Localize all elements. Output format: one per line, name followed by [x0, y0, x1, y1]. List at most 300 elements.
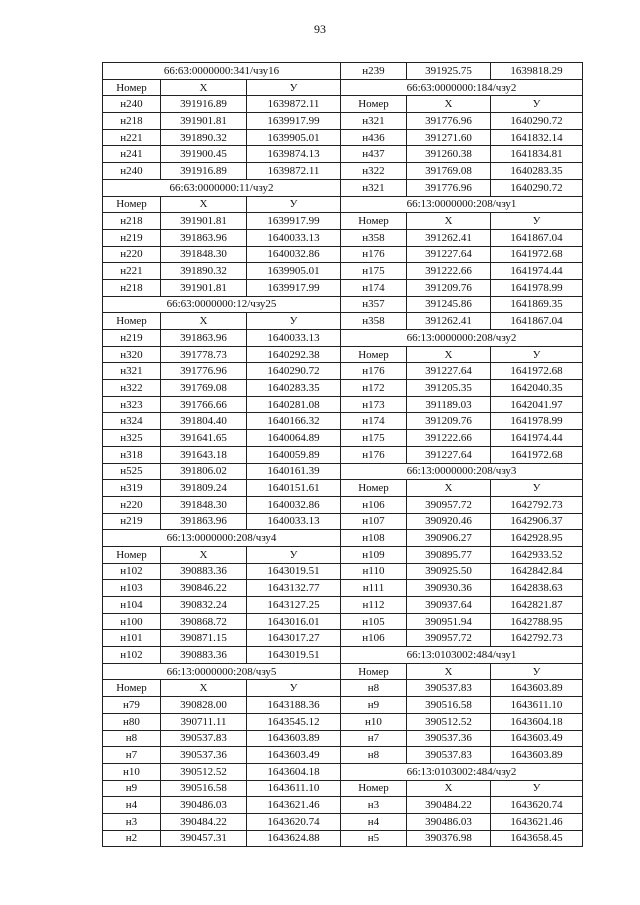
table-cell: 391262.41 — [407, 229, 491, 246]
table-row — [103, 346, 583, 363]
table-cell: 390832.24 — [161, 597, 247, 614]
column-header: Номер — [341, 213, 407, 230]
table-row — [103, 179, 583, 196]
column-header: У — [491, 780, 583, 797]
table-cell: н218 — [103, 279, 161, 296]
table-row — [103, 446, 583, 463]
table-cell: н4 — [341, 813, 407, 830]
column-header: Х — [161, 313, 247, 330]
table-cell: 391776.96 — [407, 113, 491, 130]
table-cell: 391222.66 — [407, 430, 491, 447]
table-row — [103, 463, 583, 480]
table-cell: 390457.31 — [161, 830, 247, 847]
table-cell: н3 — [103, 813, 161, 830]
column-header: У — [247, 196, 341, 213]
table-row — [103, 496, 583, 513]
table-row — [103, 813, 583, 830]
table-cell: 391227.64 — [407, 446, 491, 463]
table-cell: 1639874.13 — [247, 146, 341, 163]
table-cell: 390484.22 — [161, 813, 247, 830]
table-cell: н108 — [341, 530, 407, 547]
table-cell: 1643611.10 — [491, 697, 583, 714]
table-cell: н172 — [341, 380, 407, 397]
table-cell: 1641832.14 — [491, 129, 583, 146]
table-cell: 1639905.01 — [247, 129, 341, 146]
column-header: Номер — [341, 780, 407, 797]
table-cell: 1643611.10 — [247, 780, 341, 797]
table-cell: н107 — [341, 513, 407, 530]
column-header: Х — [407, 96, 491, 113]
table-row — [103, 413, 583, 430]
table-row — [103, 480, 583, 497]
table-row — [103, 96, 583, 113]
column-header: Х — [161, 546, 247, 563]
table-cell: н321 — [341, 113, 407, 130]
table-cell: 1640290.72 — [247, 363, 341, 380]
table-cell: 1641974.44 — [491, 263, 583, 280]
table-cell: 1641974.44 — [491, 430, 583, 447]
column-header: Х — [161, 196, 247, 213]
column-header: Х — [407, 663, 491, 680]
table-row — [103, 546, 583, 563]
table-cell: н525 — [103, 463, 161, 480]
table-cell: н112 — [341, 597, 407, 614]
table-cell: 1642906.37 — [491, 513, 583, 530]
table-row — [103, 730, 583, 747]
column-header: Номер — [103, 79, 161, 96]
table-cell: 391776.96 — [161, 363, 247, 380]
table-cell: 1640290.72 — [491, 113, 583, 130]
table-cell: 1642040.35 — [491, 380, 583, 397]
table-cell: 391245.86 — [407, 296, 491, 313]
table-cell: 390868.72 — [161, 613, 247, 630]
section-title: 66:13:0000000:208/чзу5 — [103, 663, 341, 680]
table-cell: 1639818.29 — [491, 63, 583, 80]
table-cell: 1640166.32 — [247, 413, 341, 430]
section-title: 66:13:0103002:484/чзу2 — [341, 763, 583, 780]
table-cell: 1643603.49 — [491, 730, 583, 747]
table-cell: 1643603.89 — [247, 730, 341, 747]
table-cell: 390516.58 — [161, 780, 247, 797]
table-cell: 1643603.49 — [247, 747, 341, 764]
table-cell: 391916.89 — [161, 96, 247, 113]
table-row — [103, 129, 583, 146]
table-cell: н218 — [103, 213, 161, 230]
table-cell: 1639872.11 — [247, 96, 341, 113]
table-cell: 1642792.73 — [491, 630, 583, 647]
table-cell: н174 — [341, 279, 407, 296]
table-cell: 1642788.95 — [491, 613, 583, 630]
table-cell: 1640281.08 — [247, 396, 341, 413]
table-row — [103, 196, 583, 213]
column-header: Номер — [341, 663, 407, 680]
table-cell: 1641978.99 — [491, 413, 583, 430]
table-row — [103, 380, 583, 397]
table-cell: 390906.27 — [407, 530, 491, 547]
table-cell: н4 — [103, 797, 161, 814]
section-title: 66:13:0103002:484/чзу1 — [341, 647, 583, 664]
table-cell: н358 — [341, 313, 407, 330]
table-row — [103, 513, 583, 530]
table-cell: 390376.98 — [407, 830, 491, 847]
table-cell: 391890.32 — [161, 129, 247, 146]
table-cell: н10 — [103, 763, 161, 780]
column-header: Номер — [341, 480, 407, 497]
table-row — [103, 580, 583, 597]
section-title: 66:63:0000000:12/чзу25 — [103, 296, 341, 313]
table-cell: н175 — [341, 263, 407, 280]
table-cell: н176 — [341, 446, 407, 463]
table-cell: 1641972.68 — [491, 246, 583, 263]
table-cell: н219 — [103, 229, 161, 246]
table-cell: 1641867.04 — [491, 229, 583, 246]
table-cell: 1640283.35 — [491, 163, 583, 180]
table-cell: 1640032.86 — [247, 246, 341, 263]
section-title: 66:13:0000000:208/чзу2 — [341, 330, 583, 347]
table-row — [103, 530, 583, 547]
table-cell: 390711.11 — [161, 713, 247, 730]
table-cell: 1643621.46 — [247, 797, 341, 814]
table-cell: н101 — [103, 630, 161, 647]
table-cell: 391901.81 — [161, 279, 247, 296]
table-cell: 1640033.13 — [247, 330, 341, 347]
table-row — [103, 146, 583, 163]
table-cell: 1643188.36 — [247, 697, 341, 714]
table-cell: 1640064.89 — [247, 430, 341, 447]
table-cell: 1641869.35 — [491, 296, 583, 313]
table-cell: 1640033.13 — [247, 513, 341, 530]
table-cell: 391863.96 — [161, 513, 247, 530]
table-cell: 1643019.51 — [247, 647, 341, 664]
column-header: Х — [407, 480, 491, 497]
table-cell: 390537.83 — [407, 747, 491, 764]
table-cell: 1639872.11 — [247, 163, 341, 180]
table-cell: 1642933.52 — [491, 546, 583, 563]
table-cell: н102 — [103, 563, 161, 580]
table-cell: н9 — [341, 697, 407, 714]
table-cell: 391776.96 — [407, 179, 491, 196]
table-cell: 1639917.99 — [247, 279, 341, 296]
table-cell: н7 — [103, 747, 161, 764]
table-cell: н3 — [341, 797, 407, 814]
table-cell: 1643603.89 — [491, 747, 583, 764]
table-cell: 1641867.04 — [491, 313, 583, 330]
table-row — [103, 330, 583, 347]
table-cell: н2 — [103, 830, 161, 847]
table-cell: 391809.24 — [161, 480, 247, 497]
table-cell: 1643019.51 — [247, 563, 341, 580]
table-cell: 1642838.63 — [491, 580, 583, 597]
table-cell: 391769.08 — [407, 163, 491, 180]
table-row — [103, 797, 583, 814]
table-cell: 390895.77 — [407, 546, 491, 563]
table-cell: 1640033.13 — [247, 229, 341, 246]
table-cell: 1640151.61 — [247, 480, 341, 497]
column-header: У — [491, 346, 583, 363]
table-cell: 390957.72 — [407, 630, 491, 647]
table-cell: н358 — [341, 229, 407, 246]
section-title: 66:63:0000000:184/чзу2 — [341, 79, 583, 96]
table-cell: н111 — [341, 580, 407, 597]
table-row — [103, 563, 583, 580]
table-cell: 1642792.73 — [491, 496, 583, 513]
table-cell: 1641834.81 — [491, 146, 583, 163]
table-cell: 1639917.99 — [247, 213, 341, 230]
table-row — [103, 79, 583, 96]
column-header: У — [247, 79, 341, 96]
table-cell: 391643.18 — [161, 446, 247, 463]
table-cell: 390484.22 — [407, 797, 491, 814]
column-header: У — [247, 680, 341, 697]
table-cell: 391804.40 — [161, 413, 247, 430]
table-cell: 391227.64 — [407, 246, 491, 263]
table-cell: 1643624.88 — [247, 830, 341, 847]
table-cell: 1643620.74 — [247, 813, 341, 830]
table-cell: 1643132.77 — [247, 580, 341, 597]
table-row — [103, 246, 583, 263]
table-cell: 390516.58 — [407, 697, 491, 714]
table-cell: н323 — [103, 396, 161, 413]
table-cell: 391209.76 — [407, 279, 491, 296]
table-cell: н241 — [103, 146, 161, 163]
table-cell: 391209.76 — [407, 413, 491, 430]
table-cell: 390512.52 — [161, 763, 247, 780]
section-title: 66:13:0000000:208/чзу4 — [103, 530, 341, 547]
table-cell: 391806.02 — [161, 463, 247, 480]
column-header: Х — [161, 680, 247, 697]
column-header: У — [247, 546, 341, 563]
table-cell: 390537.36 — [161, 747, 247, 764]
table-cell: н322 — [103, 380, 161, 397]
table-cell: н437 — [341, 146, 407, 163]
table-row — [103, 747, 583, 764]
table-cell: 1640032.86 — [247, 496, 341, 513]
table-cell: 1641978.99 — [491, 279, 583, 296]
table-cell: н221 — [103, 129, 161, 146]
table-cell: 1643604.18 — [491, 713, 583, 730]
table-row — [103, 229, 583, 246]
table-cell: 1642821.87 — [491, 597, 583, 614]
coordinates-table — [102, 62, 583, 847]
table-row — [103, 396, 583, 413]
table-cell: 391863.96 — [161, 229, 247, 246]
table-row — [103, 313, 583, 330]
table-cell: н175 — [341, 430, 407, 447]
table-cell: 1643016.01 — [247, 613, 341, 630]
table-row — [103, 113, 583, 130]
table-cell: 1643017.27 — [247, 630, 341, 647]
column-header: Х — [407, 213, 491, 230]
table-cell: 390486.03 — [161, 797, 247, 814]
table-cell: н9 — [103, 780, 161, 797]
column-header: Номер — [341, 346, 407, 363]
table-cell: н436 — [341, 129, 407, 146]
section-title: 66:63:0000000:341/чзу16 — [103, 63, 341, 80]
table-cell: н80 — [103, 713, 161, 730]
table-cell: 1643658.45 — [491, 830, 583, 847]
table-cell: н105 — [341, 613, 407, 630]
table-cell: 391925.75 — [407, 63, 491, 80]
table-cell: 1643603.89 — [491, 680, 583, 697]
table-row — [103, 213, 583, 230]
table-cell: 391260.38 — [407, 146, 491, 163]
table-cell: 390957.72 — [407, 496, 491, 513]
table-cell: 391262.41 — [407, 313, 491, 330]
table-cell: 391916.89 — [161, 163, 247, 180]
column-header: Номер — [103, 680, 161, 697]
table-cell: 391205.35 — [407, 380, 491, 397]
table-cell: 391901.81 — [161, 113, 247, 130]
column-header: Номер — [341, 96, 407, 113]
table-cell: н8 — [103, 730, 161, 747]
table-cell: н219 — [103, 513, 161, 530]
table-cell: н325 — [103, 430, 161, 447]
table-cell: 1643621.46 — [491, 813, 583, 830]
table-cell: н8 — [341, 680, 407, 697]
table-cell: 391641.65 — [161, 430, 247, 447]
column-header: Номер — [103, 313, 161, 330]
page-number: 93 — [314, 22, 326, 36]
table-cell: н102 — [103, 647, 161, 664]
table-cell: 1640059.89 — [247, 446, 341, 463]
table-row — [103, 430, 583, 447]
column-header: Х — [407, 780, 491, 797]
table-cell: 391778.73 — [161, 346, 247, 363]
table-cell: н220 — [103, 246, 161, 263]
table-cell: 390828.00 — [161, 697, 247, 714]
table-row — [103, 613, 583, 630]
section-title: 66:13:0000000:208/чзу3 — [341, 463, 583, 480]
table-row — [103, 597, 583, 614]
table-row — [103, 830, 583, 847]
table-row — [103, 713, 583, 730]
table-cell: 1642842.84 — [491, 563, 583, 580]
table-cell: 1643620.74 — [491, 797, 583, 814]
table-cell: н320 — [103, 346, 161, 363]
table-cell: 390883.36 — [161, 647, 247, 664]
table-cell: н324 — [103, 413, 161, 430]
table-cell: н106 — [341, 496, 407, 513]
table-cell: н357 — [341, 296, 407, 313]
table-cell: 1639905.01 — [247, 263, 341, 280]
table-cell: н106 — [341, 630, 407, 647]
table-cell: 390920.46 — [407, 513, 491, 530]
table-cell: н79 — [103, 697, 161, 714]
column-header: Х — [161, 79, 247, 96]
table-cell: н176 — [341, 246, 407, 263]
table-cell: н220 — [103, 496, 161, 513]
table-cell: 391189.03 — [407, 396, 491, 413]
table-row — [103, 763, 583, 780]
table-cell: н174 — [341, 413, 407, 430]
table-cell: 391848.30 — [161, 246, 247, 263]
table-cell: 1640292.38 — [247, 346, 341, 363]
table-cell: н319 — [103, 480, 161, 497]
table-cell: 391890.32 — [161, 263, 247, 280]
column-header: У — [491, 663, 583, 680]
table-row — [103, 697, 583, 714]
table-cell: н240 — [103, 163, 161, 180]
table-cell: 1643545.12 — [247, 713, 341, 730]
table-cell: н109 — [341, 546, 407, 563]
table-cell: 390537.83 — [161, 730, 247, 747]
table-cell: 391769.08 — [161, 380, 247, 397]
table-row — [103, 663, 583, 680]
table-cell: 391271.60 — [407, 129, 491, 146]
table-row — [103, 63, 583, 80]
table-cell: 390930.36 — [407, 580, 491, 597]
table-cell: 390871.15 — [161, 630, 247, 647]
table-cell: н176 — [341, 363, 407, 380]
section-title: 66:63:0000000:11/чзу2 — [103, 179, 341, 196]
table-cell: н318 — [103, 446, 161, 463]
table-cell: 391863.96 — [161, 330, 247, 347]
table-cell: 390537.36 — [407, 730, 491, 747]
column-header: Номер — [103, 546, 161, 563]
table-cell: 390537.83 — [407, 680, 491, 697]
table-row — [103, 296, 583, 313]
table-cell: 1642928.95 — [491, 530, 583, 547]
table-cell: 390883.36 — [161, 563, 247, 580]
table-cell: 1639917.99 — [247, 113, 341, 130]
table-cell: н321 — [341, 179, 407, 196]
table-cell: 391222.66 — [407, 263, 491, 280]
table-cell: 390846.22 — [161, 580, 247, 597]
table-cell: 1640283.35 — [247, 380, 341, 397]
table-cell: 390925.50 — [407, 563, 491, 580]
column-header: У — [247, 313, 341, 330]
column-header: У — [491, 96, 583, 113]
table-cell: 1643604.18 — [247, 763, 341, 780]
table-row — [103, 263, 583, 280]
table-cell: н240 — [103, 96, 161, 113]
table-row — [103, 279, 583, 296]
table-cell: 390486.03 — [407, 813, 491, 830]
table-cell: н221 — [103, 263, 161, 280]
table-cell: 391227.64 — [407, 363, 491, 380]
column-header: У — [491, 480, 583, 497]
section-title: 66:13:0000000:208/чзу1 — [341, 196, 583, 213]
table-cell: н10 — [341, 713, 407, 730]
table-cell: 390951.94 — [407, 613, 491, 630]
table-cell: 391901.81 — [161, 213, 247, 230]
table-cell: 1641972.68 — [491, 363, 583, 380]
column-header: У — [491, 213, 583, 230]
table-cell: н239 — [341, 63, 407, 80]
table-cell: 1643127.25 — [247, 597, 341, 614]
column-header: Х — [407, 346, 491, 363]
table-cell: 1640290.72 — [491, 179, 583, 196]
table-row — [103, 780, 583, 797]
table-cell: н219 — [103, 330, 161, 347]
table-cell: н5 — [341, 830, 407, 847]
table-cell: н173 — [341, 396, 407, 413]
table-cell: н322 — [341, 163, 407, 180]
table-cell: 1640161.39 — [247, 463, 341, 480]
table-cell: н8 — [341, 747, 407, 764]
table-cell: 390512.52 — [407, 713, 491, 730]
table-cell: 390937.64 — [407, 597, 491, 614]
table-row — [103, 630, 583, 647]
table-cell: н104 — [103, 597, 161, 614]
column-header: Номер — [103, 196, 161, 213]
table-cell: н218 — [103, 113, 161, 130]
table-cell: 1641972.68 — [491, 446, 583, 463]
table-cell: н321 — [103, 363, 161, 380]
table-cell: н100 — [103, 613, 161, 630]
table-cell: н7 — [341, 730, 407, 747]
table-cell: н103 — [103, 580, 161, 597]
